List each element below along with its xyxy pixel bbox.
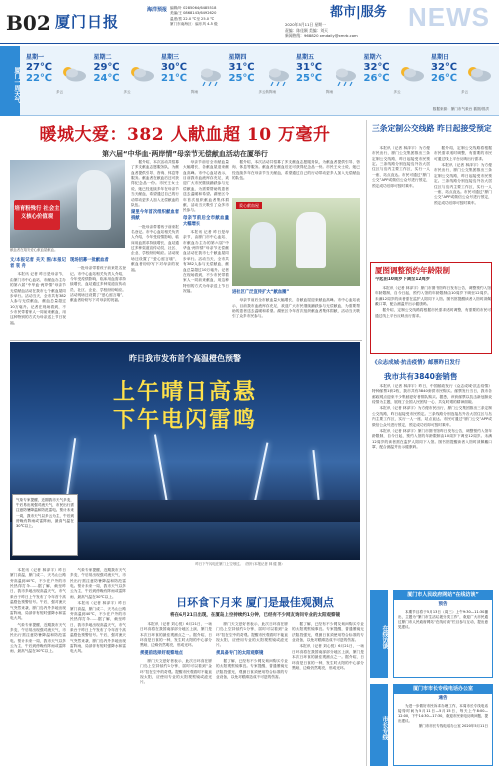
forecast-credit: 数据来源：厦门市气象台 插图/曾洪 [432,107,489,112]
storm-column-2 [70,568,126,766]
forecast-day [364,54,432,110]
eclipse-column-3 [292,622,364,766]
lead-text: 据介绍，本次活动共招募了多支献血志愿服务队，为献血者提供引导、咨询、休息等服务。献血者在献血后还可获得纪念品一份。市民王女士说，她已经连续多年在母亲节当天献血，希望通过自己的行动带动更多人加入无偿献血的队伍。 [131,160,179,207]
eclipse-subtitle: 将在6月21日出现，在厦岛上空持续约1分钟，已经有不少网友询问专业的太阳观察镜 [169,612,341,618]
storm-inset-text: 气象专家提醒，近期我市天气多变，午后易出现强对流天气，市民出行需注意防暑降温和防范雷电。预计未来一周，我市天气以多云为主，午后到傍晚有阵雨或雷阵雨，最高气温在30℃以上。 [16,498,74,529]
marine-forecast-label: 海洋预报 [147,7,168,13]
lightning-bolt [66,438,76,498]
forecast-condition: 多云转阵雨 [258,90,276,94]
column-divider [366,120,367,766]
cloud-rain-icon [262,64,292,86]
forecast-condition: 多云 [123,90,131,94]
lightning-bolt [312,450,319,500]
forecast-day [431,54,499,110]
eclipse-subhead: 须提前选择好观察地点 [140,650,183,656]
forecast-low: 25℃ [296,73,323,85]
forecast-side-label: 厦门一周天气 [0,46,20,116]
issue-date: 2020年5月11日 星期一 [285,22,326,27]
forecast-high: 32℃ [363,62,390,74]
lead-headline [10,124,360,159]
rain-icon [194,64,224,86]
forecast-day-name: 星期日 [431,54,450,61]
storm-headline-2: 下午电闪雷鸣 [112,408,257,433]
forecast-day [94,54,162,110]
lead-title: 暖城大爱：382 人献血超 10 万毫升 [39,125,331,145]
interview-notice-head: 预告 [438,601,448,607]
eclipse-text: 据了解，已经有不少网友询问购买专业的太阳观察镜事宜。专家提醒，普通墨镜无法阻挡强光，观测日食须使用符合标准的专业设备，以免对眼睛造成不可逆的伤害。 [216,659,288,680]
forecast-low: 21℃ [161,73,188,85]
library-title: 厦图调整预约年龄限制 [375,266,450,275]
marine-line: 温度/蔡 22.0 ℃至 25.0 ℃ [170,16,215,21]
eclipse-text: 厦门天文爱好者表示，此次日环食在厦门岛上空持续约1分钟，届时可以看到“金环”挂在空中的奇观。提醒市民观看时不能直视太阳，应使用专业的太阳观察镜或滤光片。 [140,659,212,685]
notice-signature: 厦门市市长专线电话办公室 2020年5月11日 [418,724,488,729]
eclipse-text: 本报讯（记者 刘心悦）6月21日，一场日环食将在我国南部部分地区上演，厦门是本次日环食的最佳观测点之一。据介绍，日环食是日食的一种，发生时太阳的中心部分黑暗，边缘仍然明亮，形成光环。 [140,622,212,648]
page-code: B02 [6,11,51,35]
lead-text: 一批母亲带着孩子前来报名登记。市中心血站相关负责人介绍，今年受疫情影响，临床用血需求持续增长，血站通过多种渠道宣传动员，社区、企业、学校纷纷响应。活动现场还设置了“爱心留言墙”，献血者纷纷写下对母亲的祝福。 [70,266,126,303]
values-badge: 培育粉殊行 社会主义核心价值观 [14,200,60,230]
library-text: 本报讯（记者 林泽宇）厦门市图书馆昨日发布公告，调整预约入馆年龄限制，自今日起，预约入馆的年龄限制由10周岁下调至12周岁。未满12周岁的读者需在监护人陪同下入馆。图书馆提醒读者入馆时须佩戴口罩，配合测温并出示健康码。 [375,286,491,307]
lead-subhead: 湖里今年首次组织献血者捐献 [131,210,179,222]
photo-figure [77,170,111,230]
newspaper-brand: 厦门日报 [55,13,120,31]
forecast-high: 29℃ [93,62,120,74]
hotline-notice [393,684,493,766]
forecast-day-name: 星期一 [26,54,45,61]
stamp-subheadline: 我市共有3840套销售 [384,372,458,381]
hotline-notice-body [394,704,492,732]
forecast-day [296,54,364,110]
lead-text: 母亲节前后全市献血量大幅增长，各献血屋迎来献血高峰。市中心血站表示，目前我市血液库存充足，欢迎广大市民继续踊跃参与无偿献血，为需要帮助的患者送去温暖和希望。湖里区今年首次组织献血者集体捐献，活动当天吸引了众多市民参与。 [232,298,360,319]
lightning-bolt [254,442,269,503]
forecast-day [26,54,94,110]
storm-column-1 [10,568,66,766]
cloud-sun-icon [59,64,89,86]
forecast-condition: 多云 [461,90,468,94]
forecast-condition: 多云 [56,90,63,94]
lead-text: 据介绍，本次活动共招募了多支献血志愿服务队，为献血者提供引导、咨询、休息等服务。献血者在献血后还可获得纪念品一份。市民王女士说，她已经连续多年在母亲节当天献血，希望通过自己的行动带动更多人加入无偿献血的队伍。 [232,160,360,181]
issue-hotline: 新闻热线：968820 xmdaily@xmrb.com [285,33,358,39]
lead-author: 文/本报记者 关天 图/本报记者 袁 舟 [10,258,66,270]
storm-text: 本报讯（记者 林泽宇）昨日厦门高温，厦门成二、天马山公路旁高温到40℃，不少在户外的市民热得打伞……据了解，截至昨日，我市多地出现高温天气，市气象台于昨日上午发布了今年首个高温橙色预警信号。午后，强对流天气突然来袭，厦门岛内外多地出现雷阵雨，局部伴有短时强降水和雷电大风。 [70,601,126,654]
bus-text: 本报讯（记者 林泽宇）为方便市民出行，厦门公交集团推出三条定制公交线路，昨日起接受市民预定。三条线路分别连接岛外各大居住区与岛内主要工作区，实行一人一座、站点直达。市民可通过“厦门公交”APP或微信公众号进行预定，预定成功后即可按时乘车。 [372,146,430,188]
lead-column-6 [232,288,360,340]
stamp-text: 本报讯（记者 林泽宇）为方便市民出行，厦门公交集团推出三条定制公交线路，昨日起接受市民预定。三条线路分别连接岛外各大居住区与岛内主要工作区，实行一人一座、站点直达。市民可通过“厦门公交”APP或微信公众号进行预定，预定成功后即可按时乘车。 [372,406,492,427]
forecast-high: 30℃ [161,62,188,74]
divider [10,340,362,341]
forecast-high: 31℃ [296,62,323,74]
interview-notice-body [394,610,492,633]
forecast-low: 25℃ [228,73,255,85]
photo-figure [250,222,276,268]
marine-line: 厦门东南海区：偏东风 4-5 级 [170,22,218,27]
forecast-condition: 阵雨 [326,90,333,94]
forecast-day-name: 星期二 [93,54,112,61]
storm-kicker: 昨日我市发布首个高温橙色预警 [129,354,241,363]
issue-editors: 责编：陈佳颖 美编：刘天 [285,27,328,33]
marine-forecast [170,6,270,28]
bus-headline: 三条定制公交线路 昨日起接受预定 [372,124,492,133]
forecast-high: 31℃ [228,62,255,74]
eclipse-text: 据了解，已经有不少网友询问购买专业的太阳观察镜事宜。专家提醒，普通墨镜无法阻挡强光，观测日食须使用符合标准的专业设备，以免对眼睛造成不可逆的伤害。 [292,622,364,643]
library-subtitle: 今起由10周岁下调至12周岁 [375,277,430,282]
weekly-forecast [0,46,499,116]
interview-notice-title: 厦门市人民政府网站“在线访谈” [394,591,492,600]
cloud-sun-icon [397,64,427,86]
forecast-day-name: 星期五 [296,54,315,61]
lead-subhead: 母亲节前后全市献血量大幅增长 [183,215,229,227]
bus-text: 本报讯（记者 林泽宇）为方便市民出行，厦门公交集团推出三条定制公交线路，昨日起接受市民预定。三条线路分别连接岛外各大居住区与岛内主要工作区，实行一人一座、站点直达。市民可通过“厦门公交”APP或微信公众号进行预定，预定成功后即可按时乘车。 [434,163,492,205]
lead-column-2 [70,256,126,340]
forecast-condition: 阵雨 [191,90,198,94]
lead-column-1 [10,256,66,340]
library-body [375,286,491,352]
lead-subhead: 现场招募一批献血者 [70,258,109,263]
bus-column-1 [372,146,430,258]
interview-side-tab: 在线访谈 [370,590,388,678]
forecast-high: 32℃ [431,62,458,74]
bus-column-2 [434,146,492,258]
forecast-day [229,54,297,110]
forecast-low: 24℃ [93,73,120,85]
issue-info [285,22,405,39]
lead-column-4 [183,160,229,340]
library-text: 据介绍，定制公交线路将根据市民需求适时调整，有需要的市民可通过线上平台反映出行需求。 [375,308,491,318]
storm-text: 气象专家提醒，近期我市天气多变，午后易出现强对流天气，市民出行需注意防暑降温和防范雷电。预计未来一周，我市天气以多云为主，午后到傍晚有阵雨或雷阵雨，最高气温在30℃以上。 [70,568,126,599]
interview-notice [393,590,493,678]
eclipse-text: 厦门天文爱好者表示，此次日环食在厦门岛上空持续约1分钟，届时可以看到“金环”挂在空中的奇观。提醒市民观看时不能直视太阳，应使用专业的太阳观察镜或滤光片。 [216,622,288,648]
forecast-low: 26℃ [431,73,458,85]
hotline-notice-head: 通告 [438,695,448,701]
marine-line: 美编/王 0868143/6492620 [170,11,217,16]
lead-text: 本报讯 记者 昨日是母亲节，由厦门市中心血站、市献血办主办的第六届“中华血·两岸情”母亲节无偿献血活动在我市七个献血屋同步举行。活动当天，全市共有382人参与无偿献血，献血总量超过10万毫升。记者在现场看到，不少市民带着家人一同前来献血，用这种特别的方式为母亲送上节日祝福。 [183,230,229,293]
cloud-sun-icon [464,64,494,86]
stamp-body [372,384,492,584]
forecast-low: 26℃ [363,73,390,85]
lead-column-3 [131,160,179,340]
forecast-condition: 多云 [393,90,401,94]
stamp-text: 本报讯（记者 林泽宇）厦门市图书馆昨日发布公告，调整预约入馆年龄限制，自今日起，预约入馆的年龄限制由10周岁下调至12周岁。未满12周岁的读者需在监护人陪同下入馆。图书馆提醒读者入馆时须佩戴口罩，配合测温并出示健康码。 [372,428,492,449]
forecast-high: 27℃ [26,62,53,74]
blood-donation-photo [10,160,125,248]
lightning-bolt [154,434,168,503]
forecast-day-name: 星期四 [228,54,247,61]
photo-figure [296,212,326,268]
eclipse-subhead: 须具备专门的太阳观察镜 [216,650,264,656]
forecast-day-name: 星期六 [363,54,382,61]
storm-headline-1: 上午晴日高悬 [112,380,257,405]
news-wordmark: NEWS [408,2,490,32]
storm-text: 气象专家提醒，近期我市天气多变，午后易出现强对流天气，市民出行需注意防暑降温和防范雷电。预计未来一周，我市天气以多云为主，午后到傍晚有阵雨或雷阵雨，最高气温在30℃以上。 [10,622,66,654]
lead-text: 母亲节前后全市献血量大幅增长，各献血屋迎来献血高峰。市中心血站表示，目前我市血液库存充足，欢迎广大市民继续踊跃参与无偿献血，为需要帮助的患者送去温暖和希望。湖里区今年首次组织献血者集体捐献，活动当天吸引了众多市民参与。 [183,160,229,213]
eclipse-title: 日环食下月来 厦门是最佳观测点 [176,596,334,609]
eclipse-headline [140,596,370,619]
lead-text: 一批母亲带着孩子前来报名登记。市中心血站相关负责人介绍，今年受疫情影响，临床用血需求持续增长，血站通过多种渠道宣传动员，社区、企业、学校纷纷响应。活动现场还设置了“爱心留言墙”，献血者纷纷写下对母亲的祝福。 [131,224,179,272]
hotline-side-tab: 市长专线 [370,684,388,766]
bus-text: 据介绍，定制公交线路将根据市民需求适时调整，有需要的市民可通过线上平台反映出行需求。 [434,146,492,161]
forecast-day-name: 星期三 [161,54,180,61]
storm-text: 本报讯（记者 林泽宇）昨日厦门高温，厦门成二、天马山公路旁高温到40℃，不少在户外的市民热得打伞……据了解，截至昨日，我市多地出现高温天气，市气象台于昨日上午发布了今年首个高温橙色预警信号。午后，强对流天气突然来袭，厦门岛内外多地出现雷阵雨，局部伴有短时强降水和雷电大风。 [10,568,66,621]
hotline-notice-title: 厦门市市长专线电话办公室 [394,685,492,694]
notice-text: 为进一步做好市民诉求办理工作，本周市长专线电话接待时间为5月11日—5月15日，每天上午8:00—12:00，下午14:30—17:30，欢迎市民来电反映问题、提出建议。 [398,703,488,723]
rain-icon [329,64,359,86]
stamp-text: 本报讯（记者 林泽宇）昨日，中国邮政发行《众志成城·抗击疫情》特种邮票1套2枚，我市共有3840套供市民购买。邮票发行当日，我市各邮政网点迎来不少集邮爱好者排队购买。据悉，该套邮票以抗击新冠肺炎疫情为主题，展现了全国人民团结一心、共克时艰的精神面貌。 [372,384,492,405]
stamp-headline: 《众志成城·抗击疫情》邮票昨日发行 [372,360,461,366]
forecast-day [161,54,229,110]
forecast-low: 22℃ [26,73,53,85]
cloud-sun-icon [127,64,157,86]
storm-inset [12,494,78,556]
notice-text: 本期节目将于5月13日（周三）上午9:30—11:30播出，主题为“厦门市生活垃圾分类工作”，欢迎广大市民通过厦门市人民政府网站“在线访谈”栏目参与互动，提出意见建议。 [398,609,488,629]
eclipse-text: 本报讯（记者 刘心悦）6月21日，一场日环食将在我国南部部分地区上演，厦门是本次日环食的最佳观测点之一。据介绍，日环食是日食的一种，发生时太阳的中心部分黑暗，边缘仍然明亮，形成光环。 [292,644,364,670]
eclipse-column-2 [216,622,288,766]
photo2-caption: 进社区广泛宣传扩大“献血圈” [232,290,290,295]
lead-subtitle: 第六届“中华血·两岸情”母亲节无偿献血活动在厦举行 [102,149,268,158]
storm-caption: 昨日下午闪电在厦门上空划过。（图片/本报记者 林 健 摄） [195,562,285,566]
lead-column-5 [232,160,360,196]
photo-caption: 献血者在翔安爱心献血屋献血。 [10,248,58,252]
volunteer-photo [232,198,360,286]
eclipse-column-1 [140,622,212,766]
masthead [0,0,499,44]
marine-line: 编辑/叶 0285064/6485518 [170,6,217,10]
lead-text: 本报讯 记者 昨日是母亲节，由厦门市中心血站、市献血办主办的第六届“中华血·两岸情”母亲节无偿献血活动在我市七个献血屋同步举行。活动当天，全市共有382人参与无偿献血，献血总量超过10万毫升。记者在现场看到，不少市民带着家人一同前来献血，用这种特别的方式为母亲送上节日祝福。 [10,272,66,325]
section-title: 都市|服务 [330,5,387,20]
photo-sign: 爱心献血屋 [236,202,262,209]
